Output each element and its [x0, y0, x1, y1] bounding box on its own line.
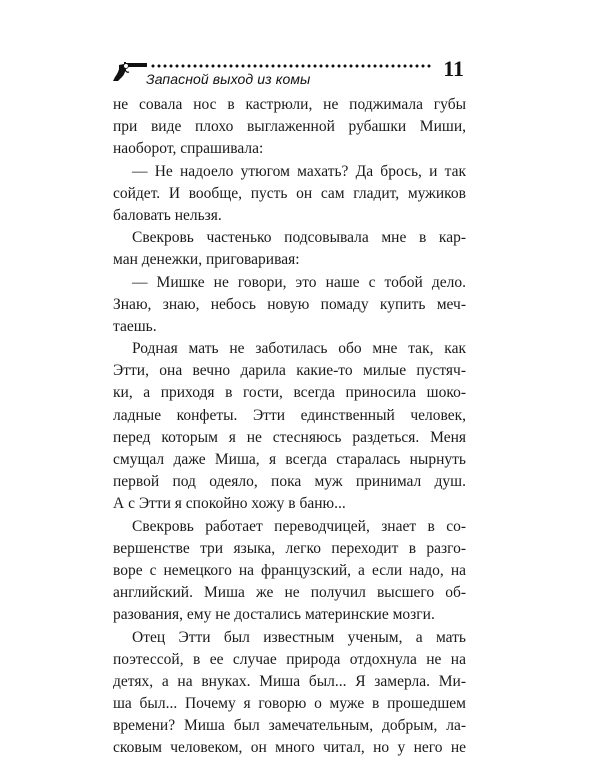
- body-text: [113, 94, 466, 760]
- dotted-rule: [150, 64, 432, 68]
- text-line: детях, а на внуках. Миша был... Я замерла. Ми-: [113, 672, 466, 690]
- running-title: Запасной выход из комы: [146, 71, 311, 87]
- text-line: Этти, она вечно дарила какие-то милые пустяч-: [113, 362, 466, 380]
- text-line: ша был... Почему я говорю о муже в прошедшем: [113, 695, 466, 713]
- text-line: Свекровь частенько подсовывала мне в кар-: [132, 229, 466, 247]
- text-line: сковым человеком, он много читал, но у него не: [113, 739, 466, 757]
- text-line: Свекровь работает переводчицей, знает в со-: [132, 517, 466, 535]
- text-line: баловать нельзя.: [113, 206, 222, 224]
- text-line: Отец Этти был известным ученым, а мать: [132, 628, 466, 646]
- text-line: перед которым я не стесняюсь раздеться. Меня: [113, 428, 466, 446]
- text-line: ки, а приходя в гости, всегда приносила шоко-: [113, 384, 466, 402]
- text-line: ман денежки, приговаривая:: [113, 251, 300, 269]
- text-line: сойдет. И вообще, пусть он сам гладит, мужиков: [113, 184, 466, 202]
- text-line: не совала нос в кастрюли, не поджимала губы: [113, 96, 466, 113]
- text-line: — Не надоело утюгом махать? Да брось, и так: [132, 162, 466, 180]
- text-line: Родная мать не заботилась обо мне так, как: [132, 340, 466, 358]
- text-line: ладные конфеты. Этти единственный человек,: [113, 406, 466, 424]
- text-line: смущал даже Миша, я всегда старалась нырнуть: [113, 451, 466, 468]
- text-line: при виде плохо выглаженной рубашки Миши,: [113, 118, 466, 136]
- text-line: разования, ему не достались материнские мозги.: [113, 606, 435, 624]
- running-header: [112, 52, 464, 92]
- revolver-icon: [112, 60, 148, 82]
- text-line: вершенстве три языка, легко переходит в разго-: [113, 539, 466, 557]
- text-line: первой под одеяло, пока муж принимал душ.: [113, 473, 466, 491]
- text-line: А с Этти я спокойно хожу в баню...: [113, 495, 346, 513]
- text-line: таешь.: [113, 317, 157, 335]
- page-number: 11: [443, 56, 464, 81]
- text-line: воре с немецкого на французский, а если надо, на: [113, 561, 466, 579]
- text-line: поэтессой, в ее случае природа отдохнула не на: [113, 650, 466, 668]
- text-line: — Мишке не говори, это наше с тобой дело.: [132, 273, 466, 291]
- text-line: английский. Миша же не получил высшего об-: [113, 584, 466, 602]
- text-line: времени? Миша был замечательным, добрым, ла-: [113, 717, 466, 735]
- text-line: Знаю, знаю, небось новую помаду купить меч-: [113, 295, 466, 313]
- text-line: наоборот, спрашивала:: [113, 140, 264, 158]
